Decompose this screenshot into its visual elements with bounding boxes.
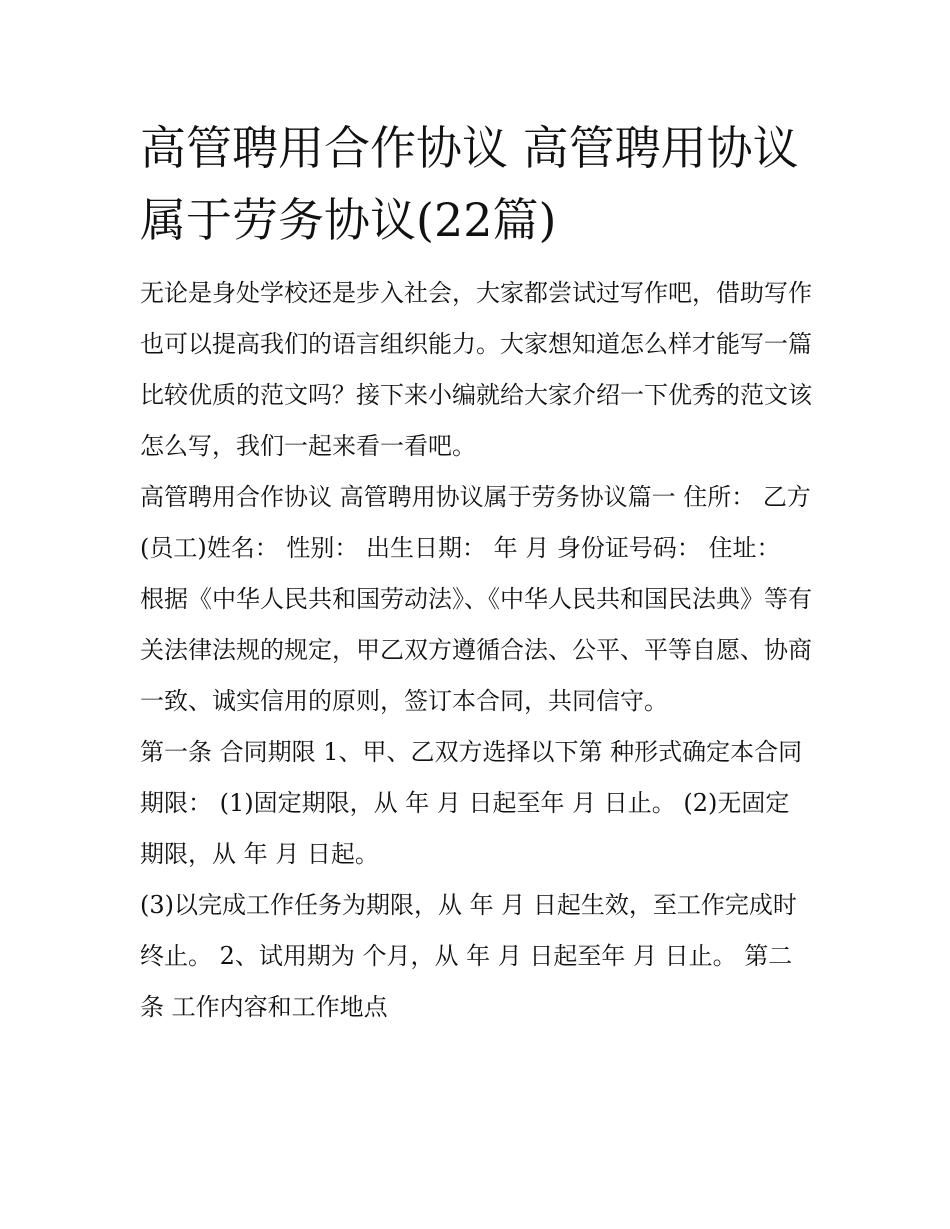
paragraph-article-1-cont: (3)以完成工作任务为期限，从 年 月 日起生效，至工作完成时终止。 2、试用期为 个月，从 年 月 日起至年 月 日止。 第二条 工作内容和工作地点: [140, 891, 797, 1021]
document-page: [140, 112, 812, 1033]
document-title: 高管聘用合作协议 高管聘用协议属于劳务协议(22篇): [140, 121, 799, 247]
document-body: [140, 268, 812, 1033]
paragraph-article-1: 第一条 合同期限 1、甲、乙双方选择以下第 种形式确定本合同期限： (1)固定期限，从 年 月 日起至年 月 日止。 (2)无固定期限，从 年 月 日起。: [140, 738, 803, 868]
paragraph-legal-basis: 根据《中华人民共和国劳动法》、《中华人民共和国民法典》等有关法律法规的规定，甲乙双方遵循合法、公平、平等自愿、协商一致、诚实信用的原则，签订本合同，共同信守。: [140, 585, 812, 715]
paragraph-parties: 高管聘用合作协议 高管聘用协议属于劳务协议篇一 住所： 乙方(员工)姓名： 性别： 出生日期： 年 月 身份证号码： 住址：: [140, 483, 811, 562]
paragraph-intro: 无论是身处学校还是步入社会，大家都尝试过写作吧，借助写作也可以提高我们的语言组织能力。大家想知道怎么样才能写一篇比较优质的范文吗？接下来小编就给大家介绍一下优秀的范文该怎么写，我们一起来看一看吧。: [140, 279, 812, 460]
